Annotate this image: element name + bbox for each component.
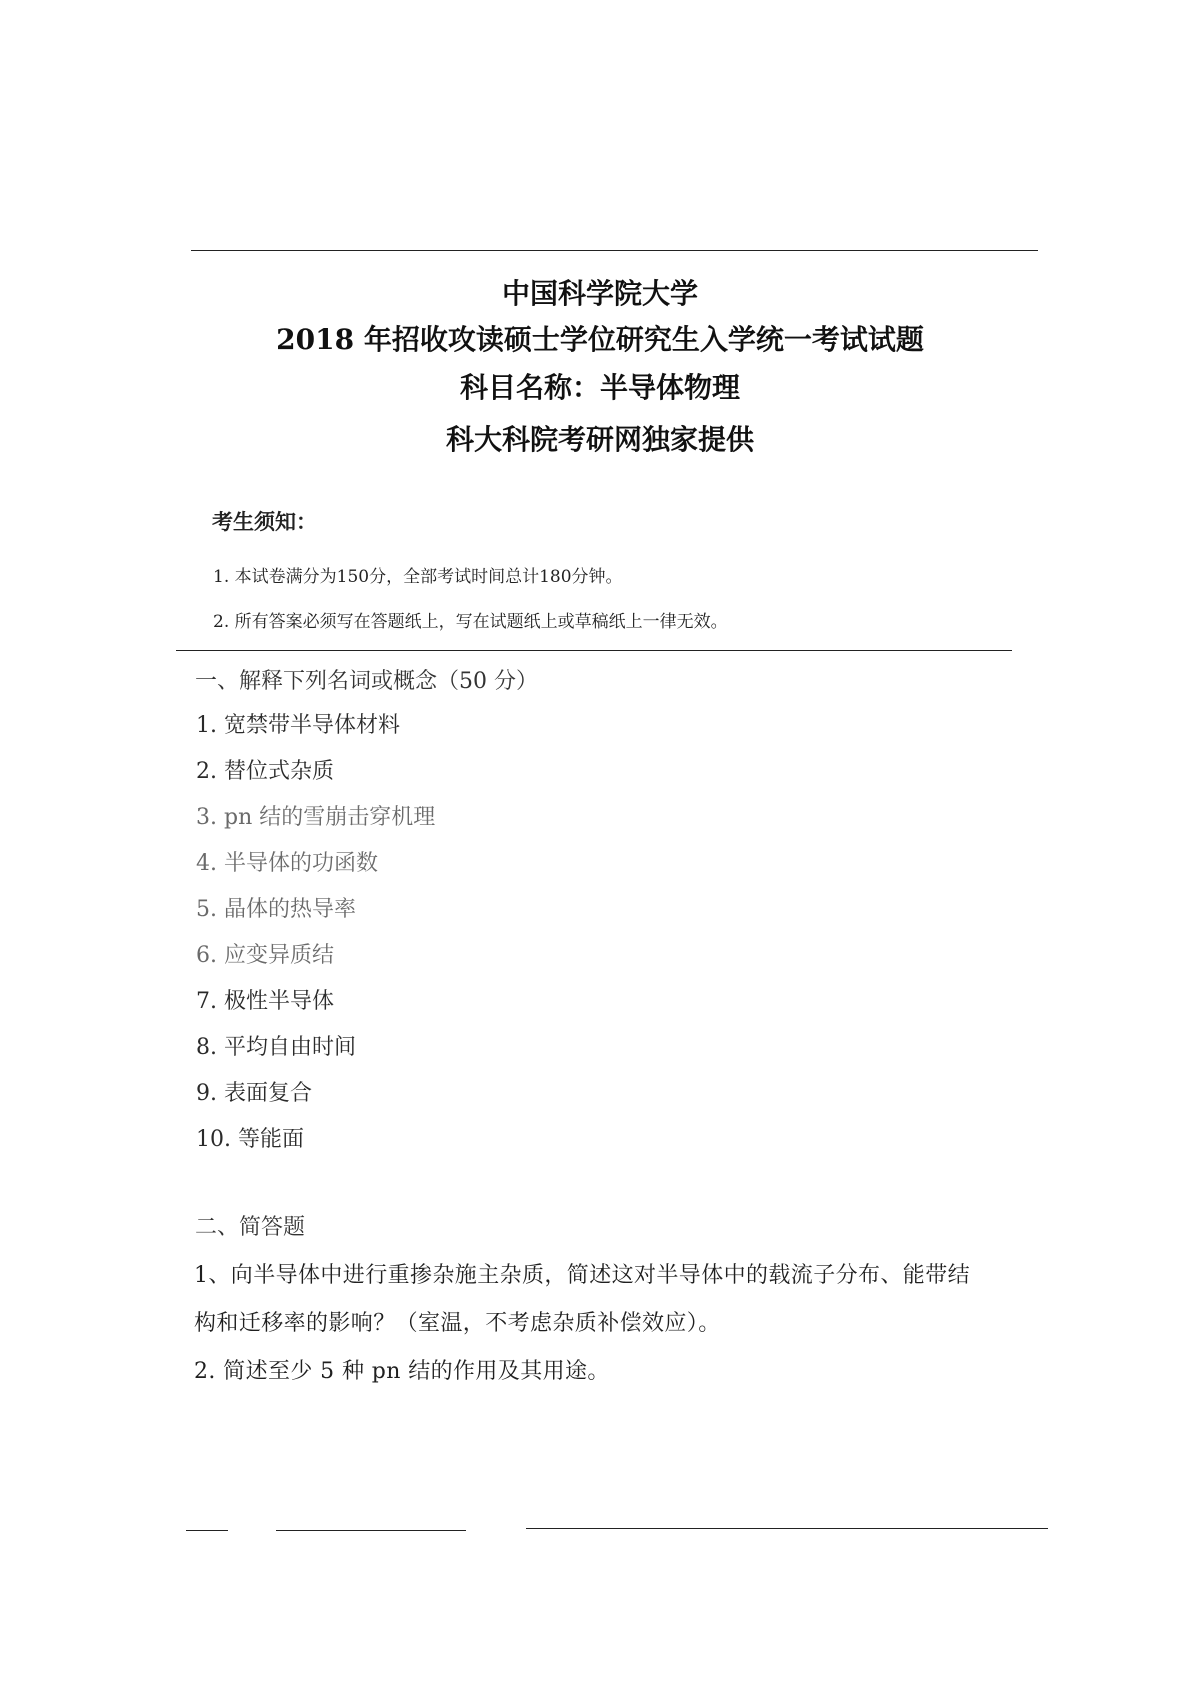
top-divider bbox=[191, 250, 1038, 251]
list-item: 2. 替位式杂质 bbox=[196, 759, 334, 784]
notice-heading: 考生须知： bbox=[212, 510, 317, 534]
list-item: 1. 宽禁带半导体材料 bbox=[196, 713, 400, 738]
list-item: 7. 极性半导体 bbox=[196, 989, 334, 1014]
list-item: 9. 表面复合 bbox=[196, 1081, 312, 1106]
notice-divider bbox=[176, 650, 1012, 651]
list-item: 5. 晶体的热导率 bbox=[196, 897, 356, 922]
list-item: 3. pn 结的雪崩击穿机理 bbox=[196, 805, 436, 830]
bottom-divider-middle bbox=[276, 1530, 466, 1531]
question-1-line-1: 1、向半导体中进行重掺杂施主杂质，简述这对半导体中的载流子分布、能带结 bbox=[194, 1263, 970, 1288]
question-2: 2. 简述至少 5 种 pn 结的作用及其用途。 bbox=[194, 1359, 610, 1384]
notice-item: 2. 所有答案必须写在答题纸上，写在试题纸上或草稿纸上一律无效。 bbox=[213, 612, 728, 632]
notice-item: 1. 本试卷满分为150分，全部考试时间总计180分钟。 bbox=[213, 567, 623, 587]
bottom-divider-left bbox=[186, 1530, 228, 1531]
provider-line: 科大科院考研网独家提供 bbox=[445, 423, 754, 456]
section-1-heading: 一、解释下列名词或概念（50 分） bbox=[195, 669, 538, 694]
list-item: 8. 平均自由时间 bbox=[196, 1035, 356, 1060]
question-1-line-2: 构和迁移率的影响？（室温，不考虑杂质补偿效应）。 bbox=[194, 1311, 721, 1336]
university-name: 中国科学院大学 bbox=[501, 277, 698, 310]
bottom-divider-right bbox=[526, 1528, 1048, 1529]
section-2-heading: 二、简答题 bbox=[195, 1215, 306, 1240]
list-item: 10. 等能面 bbox=[196, 1127, 304, 1152]
list-item: 6. 应变异质结 bbox=[196, 943, 334, 968]
subject-name: 科目名称：半导体物理 bbox=[459, 371, 740, 404]
list-item: 4. 半导体的功函数 bbox=[196, 851, 378, 876]
exam-title: 2018 年招收攻读硕士学位研究生入学统一考试试题 bbox=[276, 323, 924, 356]
